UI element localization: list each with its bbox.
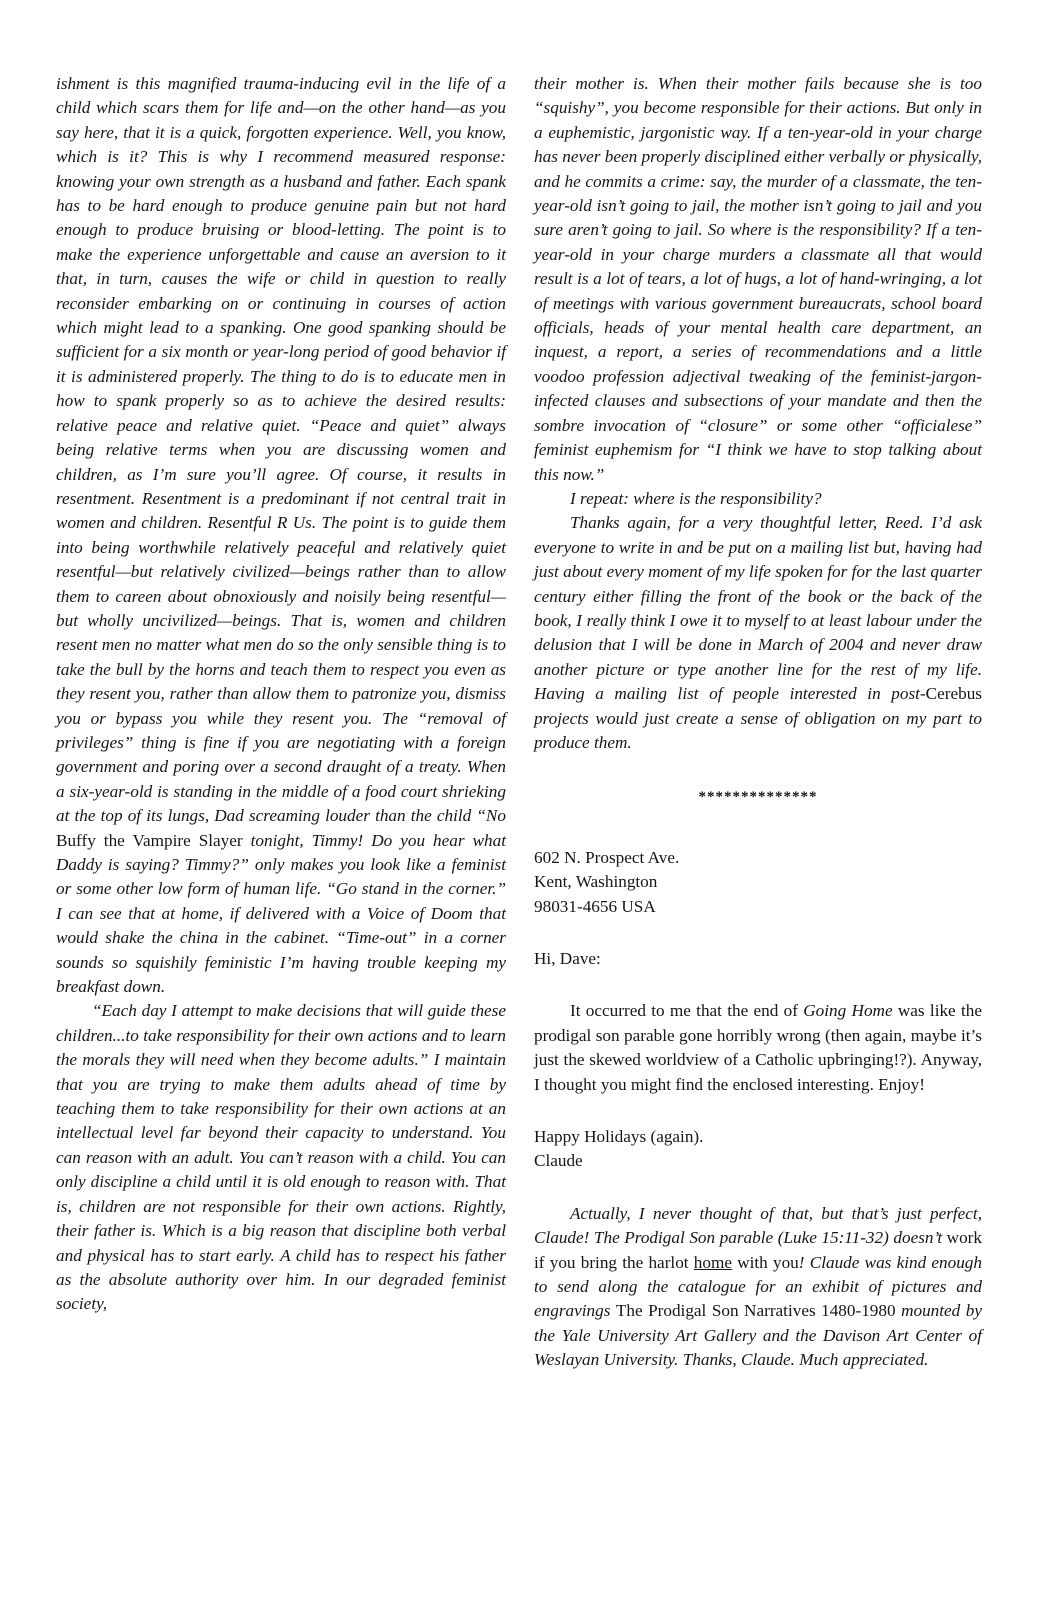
address-line: 602 N. Prospect Ave. — [534, 847, 680, 867]
reply-paragraph — [534, 1202, 982, 1373]
book-title: Cerebus — [925, 684, 982, 704]
book-title: Going Home — [803, 1001, 893, 1021]
address-line: Kent, Washington — [534, 872, 658, 892]
left-column — [56, 72, 506, 1317]
exhibit-title: The Prodigal Son Narratives 1480-1980 — [615, 1301, 896, 1321]
paragraph-text: ! Claude was kind enough to send along the catalogue for an exhibit of pictures and engravings — [534, 1252, 982, 1321]
signature: Claude — [534, 1151, 583, 1171]
right-column — [534, 72, 982, 1373]
underlined-word: home — [693, 1252, 732, 1272]
body-paragraph: I repeat: where is the responsibility? — [570, 488, 822, 508]
paragraph-text: work if you bring the harlot — [534, 1228, 982, 1272]
greeting: Hi, Dave: — [534, 949, 601, 968]
letter-address — [534, 846, 982, 972]
body-paragraph: their mother is. When their mother fails because she is too “squishy”, you become responsible for their actions. But only in a euphemistic, jargonistic way. If a ten-year-old in your charge has never been properly disciplined either verbally or physically, and he commits a crime: say, the murder of a classmate, the ten-year-old isn’t going to jail, the mother isn’t going to jail and you sure aren’t going to jail. So where is the responsibility? If a ten-year-old in your charge murders a classmate all that would result is a lot of tears, a lot of hugs, a lot of hand-wringing, a lot of meetings with various government bureaucrats, school board officials, heads of your mental health care department, an inquest, a report, a series of recommendations and a little voodoo profession adjectival tweaking of the feminist-jargon-infected clauses and subsections of your mandate and then the sombre invocation of “closure” or some other “officialese” feminist euphemism for “I think we have to stop talking about this now.” — [534, 74, 982, 484]
paragraph-text: It occurred to me that the end of — [570, 1001, 804, 1021]
body-paragraph — [56, 72, 506, 999]
show-title: Buffy the Vampire Slayer — [56, 830, 243, 850]
section-separator: ************** — [698, 789, 818, 806]
address-line: 98031-4656 USA — [534, 896, 656, 916]
signoff: Happy Holidays (again). — [534, 1127, 704, 1147]
paragraph-text: tonight, Timmy! Do you hear what Daddy is saying? Timmy?” only makes you look like a feminist or some other low form of human life. “Go stand in the corner.” I can see that at home, if delivered with a Voice of Doom that would shake the china in the cabinet. “Time-out” in a corner sounds so squishily feministic I’m having trouble keeping my breakfast down. — [56, 830, 506, 997]
paragraph-text: Actually, I never thought of that, but that’s just perfect, Claude! The Prodigal Son parable (Luke 15:11-32) doesn’t — [534, 1203, 982, 1248]
paragraph-text: ishment is this magnified trauma-inducing evil in the life of a child which scars them for life and—on the other hand—as you say here, that it is a quick, forgotten experience. Well, you know, which is it? This is why I recommend measured response: knowing your own strength as a husband and father. Each spank has to be hard enough to produce genuine pain but not hard enough to produce bruising or blood-letting. The point is to make the experience unforgettable and cause an aversion to it that, in turn, causes the wife or child in question to really reconsider embarking on or continuing in courses of action which might lead to a spanking. One good spanking should be sufficient for a six month or year-long period of good behavior if it is administered properly. The thing to do is to educate men in how to spank properly so as to achieve the desired results: relative peace and relative quiet. “Peace and quiet” always being relative terms when you are discussing women and children, as I’m sure you’ll agree. Of course, it results in resentment. Resentment is a predominant if not central trait in women and children. Resentful R Us. The point is to guide them into being worthwhile relatively peaceful and relatively quiet resentful—but relatively civilized—beings rather than to allow them to careen about obnoxiously and noisily being resentful—but wholly uncivilized—beings. That is, women and children resent men no matter what men do so the only sensible thing is to take the bull by the horns and teach them to respect you even as they resent you, rather than allow them to patronize you, dismiss you or bypass you while they resent you. The “removal of privileges” thing is fine if you are negotiating with a foreign government and poring over a second draught of a treaty. When a six-year-old is standing in the middle of a food court shrieking at the top of its lungs, Dad screaming louder than the child “No — [56, 74, 506, 826]
paragraph-text: was like the prodigal son parable gone horribly wrong (then again, maybe it’s just the skewed worldview of a Catholic upbringing!?). Anyway, I thought you might find the enclosed interesting. Enjoy! — [534, 1001, 982, 1094]
paragraph-text: with you — [731, 1252, 799, 1272]
paragraph-text: mounted by the Yale University Art Gallery and the Davison Art Center of Weslayan University. Thanks, Claude. Much appreciated. — [534, 1301, 982, 1370]
paragraph-text: projects would just create a sense of obligation on my part to produce them. — [534, 708, 982, 752]
letter-body — [534, 999, 982, 1097]
body-paragraph: “Each day I attempt to make decisions that will guide these children...to take responsibility for their own actions and to learn the morals they will need when they become adults.” I maintain that you are trying to make them adults ahead of time by teaching them to take responsibility for their own actions at an intellectual level far beyond their capacity to understand. You can reason with an adult. You can’t reason with a child. You can only discipline a child until it is old enough to reason with. That is, children are not responsible for their own actions. Rightly, their father is. Which is a big reason that discipline both verbal and physical has to start early. A child has to respect his father as the absolute authority over him. In our degraded feminist society, — [56, 1001, 506, 1314]
letter-closing — [534, 1125, 982, 1174]
body-paragraph — [534, 511, 982, 755]
paragraph-text: Thanks again, for a very thoughtful letter, Reed. I’d ask everyone to write in and be put on a mailing list but, having had just about every moment of my life spoken for for the last quarter century either filling the front of the book or the back of the book, I really think I owe it to myself to at least labour under the delusion that I will be done in March of 2004 and never draw another picture or type another line for the rest of my life. Having a mailing list of people interested in post- — [534, 513, 982, 704]
